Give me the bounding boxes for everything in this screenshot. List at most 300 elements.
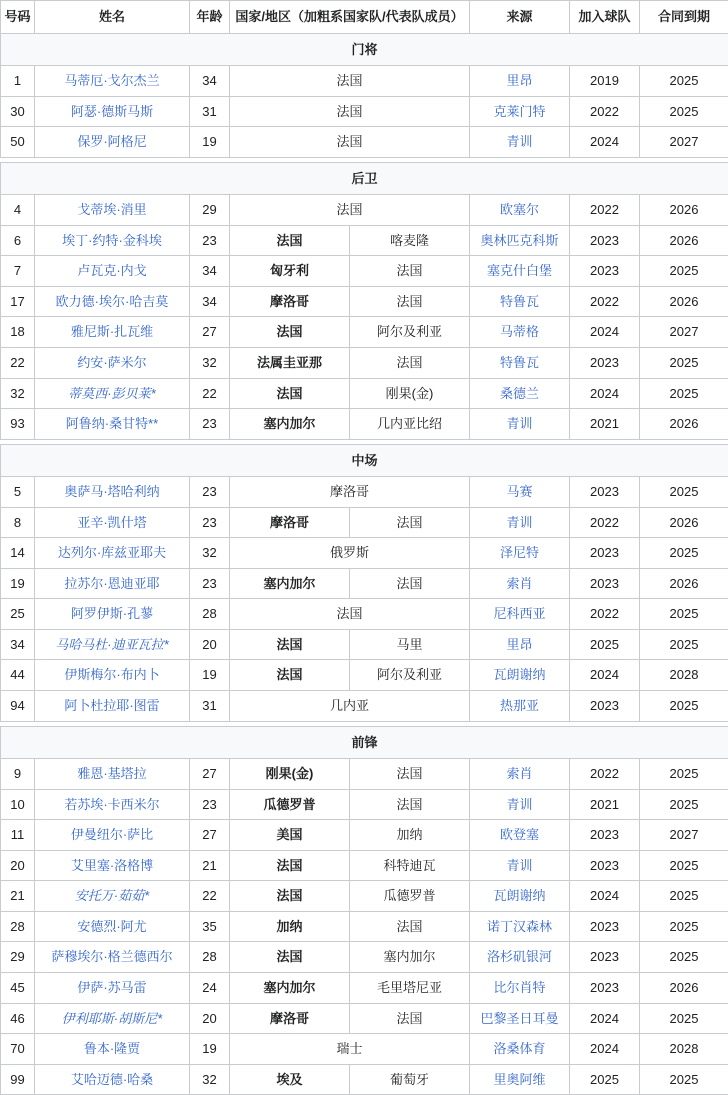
player-source[interactable] xyxy=(470,286,570,317)
player-joined-year: 2025 xyxy=(570,1064,640,1095)
player-nationality-primary: 法国 xyxy=(230,127,470,158)
player-name[interactable] xyxy=(35,629,190,660)
player-nationality-primary: 法国 xyxy=(230,317,350,348)
table-row xyxy=(1,127,728,158)
position-section-header xyxy=(1,33,728,66)
player-age: 24 xyxy=(190,972,230,1003)
player-source[interactable] xyxy=(470,820,570,851)
player-name[interactable] xyxy=(35,225,190,256)
table-row xyxy=(1,599,728,630)
player-nationality-primary: 几内亚 xyxy=(230,691,470,722)
player-nationality-primary: 法国 xyxy=(230,599,470,630)
player-nationality-secondary: 法国 xyxy=(350,759,470,790)
player-source-link[interactable]: 索肖 xyxy=(507,766,533,781)
player-source-link[interactable]: 青训 xyxy=(507,797,533,812)
player-joined-year: 2023 xyxy=(570,348,640,379)
player-number: 14 xyxy=(1,538,35,569)
player-source[interactable] xyxy=(470,972,570,1003)
player-number: 20 xyxy=(1,850,35,881)
player-source[interactable] xyxy=(470,477,570,508)
player-joined-year: 2021 xyxy=(570,789,640,820)
player-name[interactable] xyxy=(35,1003,190,1034)
player-age: 28 xyxy=(190,942,230,973)
player-number: 8 xyxy=(1,507,35,538)
player-age: 34 xyxy=(190,256,230,287)
player-name[interactable] xyxy=(35,195,190,226)
player-source[interactable] xyxy=(470,127,570,158)
player-source-link[interactable]: 克莱门特 xyxy=(494,104,546,119)
player-source-link[interactable]: 青训 xyxy=(507,858,533,873)
player-source-link[interactable]: 里昂 xyxy=(507,73,533,88)
player-name[interactable] xyxy=(35,409,190,440)
player-joined-year: 2023 xyxy=(570,538,640,569)
table-row xyxy=(1,1034,728,1065)
player-name-link[interactable]: 亚辛·凯什塔 xyxy=(77,515,146,530)
player-joined-year: 2022 xyxy=(570,759,640,790)
player-age: 20 xyxy=(190,1003,230,1034)
player-source-link[interactable]: 青训 xyxy=(507,416,533,431)
player-contract-expiry: 2025 xyxy=(640,66,728,97)
header-row xyxy=(1,1,728,34)
player-name[interactable] xyxy=(35,660,190,691)
player-nationality-secondary: 刚果(金) xyxy=(350,378,470,409)
table-row xyxy=(1,409,728,440)
table-row xyxy=(1,1003,728,1034)
player-number: 5 xyxy=(1,477,35,508)
player-number: 21 xyxy=(1,881,35,912)
player-joined-year: 2023 xyxy=(570,477,640,508)
player-joined-year: 2024 xyxy=(570,378,640,409)
player-name-link[interactable]: 戈蒂埃·消里 xyxy=(77,202,146,217)
table-header xyxy=(1,1,728,34)
player-name-link[interactable]: 马蒂厄·戈尔杰兰 xyxy=(64,73,159,88)
player-contract-expiry: 2025 xyxy=(640,477,728,508)
table-row xyxy=(1,911,728,942)
player-age: 32 xyxy=(190,1064,230,1095)
player-age: 34 xyxy=(190,286,230,317)
player-joined-year: 2023 xyxy=(570,972,640,1003)
player-joined-year: 2025 xyxy=(570,629,640,660)
player-name-link[interactable]: 阿鲁纳·桑甘特** xyxy=(66,416,158,431)
player-source-link[interactable]: 桑德兰 xyxy=(500,386,539,401)
player-source-link[interactable]: 诺丁汉森林 xyxy=(487,919,552,934)
player-source[interactable] xyxy=(470,195,570,226)
player-source-link[interactable]: 洛杉矶银河 xyxy=(487,949,552,964)
player-number: 10 xyxy=(1,789,35,820)
player-name[interactable] xyxy=(35,348,190,379)
player-nationality-secondary: 法国 xyxy=(350,507,470,538)
player-number: 7 xyxy=(1,256,35,287)
player-nationality-secondary: 法国 xyxy=(350,1003,470,1034)
player-number: 70 xyxy=(1,1034,35,1065)
table-body xyxy=(1,33,728,1095)
player-age: 19 xyxy=(190,1034,230,1065)
player-age: 23 xyxy=(190,568,230,599)
player-nationality-secondary: 毛里塔尼亚 xyxy=(350,972,470,1003)
player-age: 32 xyxy=(190,348,230,379)
player-number: 44 xyxy=(1,660,35,691)
player-nationality-primary: 瑞士 xyxy=(230,1034,470,1065)
player-contract-expiry: 2025 xyxy=(640,691,728,722)
player-age: 31 xyxy=(190,691,230,722)
player-contract-expiry: 2027 xyxy=(640,317,728,348)
header-name: 姓名 xyxy=(35,1,190,34)
table-row xyxy=(1,225,728,256)
player-nationality-primary: 摩洛哥 xyxy=(230,477,470,508)
table-row xyxy=(1,972,728,1003)
player-age: 29 xyxy=(190,195,230,226)
player-nationality-primary: 摩洛哥 xyxy=(230,507,350,538)
player-age: 23 xyxy=(190,507,230,538)
player-name[interactable] xyxy=(35,317,190,348)
player-source-link[interactable]: 热那亚 xyxy=(500,698,539,713)
player-nationality-secondary: 阿尔及利亚 xyxy=(350,660,470,691)
table-row xyxy=(1,789,728,820)
player-name[interactable] xyxy=(35,477,190,508)
player-name[interactable] xyxy=(35,972,190,1003)
player-name-link[interactable]: 雅尼斯·扎瓦维 xyxy=(71,324,153,339)
table-row xyxy=(1,759,728,790)
player-source[interactable] xyxy=(470,599,570,630)
player-source-link[interactable]: 欧塞尔 xyxy=(500,202,539,217)
player-nationality-secondary: 瓜德罗普 xyxy=(350,881,470,912)
player-name-link[interactable]: 安托万·茹茹* xyxy=(75,888,149,903)
player-age: 23 xyxy=(190,789,230,820)
player-source[interactable] xyxy=(470,568,570,599)
player-contract-expiry: 2025 xyxy=(640,1064,728,1095)
player-number: 45 xyxy=(1,972,35,1003)
player-number: 50 xyxy=(1,127,35,158)
player-name[interactable] xyxy=(35,759,190,790)
table-row xyxy=(1,1064,728,1095)
player-source-link[interactable]: 瓦朗谢纳 xyxy=(494,667,546,682)
table-row xyxy=(1,691,728,722)
player-joined-year: 2024 xyxy=(570,317,640,348)
player-source-link[interactable]: 尼科西亚 xyxy=(494,606,546,621)
player-name-link[interactable]: 拉苏尔·恩迪亚耶 xyxy=(64,576,159,591)
player-name-link[interactable]: 伊斯梅尔·布内卜 xyxy=(64,667,159,682)
player-joined-year: 2024 xyxy=(570,1003,640,1034)
player-source-link[interactable]: 瓦朗谢纳 xyxy=(494,888,546,903)
player-number: 25 xyxy=(1,599,35,630)
player-number: 94 xyxy=(1,691,35,722)
player-name-link[interactable]: 雅恩·基塔拉 xyxy=(77,766,146,781)
player-joined-year: 2024 xyxy=(570,1034,640,1065)
player-number: 99 xyxy=(1,1064,35,1095)
player-source-link[interactable]: 马蒂格 xyxy=(500,324,539,339)
player-number: 28 xyxy=(1,911,35,942)
player-name[interactable] xyxy=(35,256,190,287)
table-row xyxy=(1,195,728,226)
player-contract-expiry: 2026 xyxy=(640,568,728,599)
table-row xyxy=(1,286,728,317)
player-source[interactable] xyxy=(470,507,570,538)
player-age: 23 xyxy=(190,225,230,256)
player-contract-expiry: 2025 xyxy=(640,1003,728,1034)
player-source[interactable] xyxy=(470,911,570,942)
table-row xyxy=(1,568,728,599)
player-age: 34 xyxy=(190,66,230,97)
table-row xyxy=(1,378,728,409)
player-name[interactable] xyxy=(35,1064,190,1095)
player-joined-year: 2022 xyxy=(570,195,640,226)
player-joined-year: 2019 xyxy=(570,66,640,97)
player-source[interactable] xyxy=(470,660,570,691)
player-name[interactable] xyxy=(35,599,190,630)
player-name[interactable] xyxy=(35,507,190,538)
player-nationality-primary: 俄罗斯 xyxy=(230,538,470,569)
player-source-link[interactable]: 泽尼特 xyxy=(500,545,539,560)
player-nationality-primary: 法国 xyxy=(230,850,350,881)
player-number: 1 xyxy=(1,66,35,97)
table-row xyxy=(1,629,728,660)
player-name[interactable] xyxy=(35,881,190,912)
player-source[interactable] xyxy=(470,942,570,973)
player-contract-expiry: 2026 xyxy=(640,225,728,256)
player-source-link[interactable]: 里昂 xyxy=(507,637,533,652)
table-row xyxy=(1,256,728,287)
player-nationality-secondary: 法国 xyxy=(350,568,470,599)
player-name-link[interactable]: 鲁本·隆贾 xyxy=(84,1041,140,1056)
player-contract-expiry: 2028 xyxy=(640,1034,728,1065)
player-contract-expiry: 2025 xyxy=(640,911,728,942)
player-name[interactable] xyxy=(35,66,190,97)
header-source: 来源 xyxy=(470,1,570,34)
player-source-link[interactable]: 特鲁瓦 xyxy=(500,294,539,309)
player-name-link[interactable]: 欧力德·埃尔·哈吉莫 xyxy=(56,294,169,309)
position-label: 门将 xyxy=(1,33,728,66)
player-name[interactable] xyxy=(35,568,190,599)
player-nationality-primary: 法国 xyxy=(230,629,350,660)
player-number: 93 xyxy=(1,409,35,440)
player-number: 17 xyxy=(1,286,35,317)
position-section-header xyxy=(1,444,728,477)
player-nationality-secondary: 葡萄牙 xyxy=(350,1064,470,1095)
player-source[interactable] xyxy=(470,225,570,256)
player-nationality-primary: 摩洛哥 xyxy=(230,1003,350,1034)
player-age: 23 xyxy=(190,409,230,440)
player-joined-year: 2023 xyxy=(570,568,640,599)
player-nationality-primary: 法国 xyxy=(230,195,470,226)
player-nationality-secondary: 加纳 xyxy=(350,820,470,851)
player-nationality-primary: 法国 xyxy=(230,225,350,256)
player-source[interactable] xyxy=(470,881,570,912)
table-row xyxy=(1,881,728,912)
player-source-link[interactable]: 欧登塞 xyxy=(500,827,539,842)
player-source[interactable] xyxy=(470,691,570,722)
player-name[interactable] xyxy=(35,691,190,722)
player-name-link[interactable]: 保罗·阿格尼 xyxy=(77,134,146,149)
player-joined-year: 2023 xyxy=(570,256,640,287)
player-age: 19 xyxy=(190,660,230,691)
player-number: 6 xyxy=(1,225,35,256)
player-joined-year: 2023 xyxy=(570,225,640,256)
player-number: 29 xyxy=(1,942,35,973)
player-source-link[interactable]: 索肖 xyxy=(507,576,533,591)
player-source-link[interactable]: 青训 xyxy=(507,515,533,530)
player-contract-expiry: 2025 xyxy=(640,348,728,379)
player-nationality-primary: 法国 xyxy=(230,942,350,973)
player-joined-year: 2022 xyxy=(570,507,640,538)
player-name[interactable] xyxy=(35,538,190,569)
table-row xyxy=(1,850,728,881)
player-number: 9 xyxy=(1,759,35,790)
player-contract-expiry: 2025 xyxy=(640,599,728,630)
player-number: 30 xyxy=(1,96,35,127)
player-source[interactable] xyxy=(470,1064,570,1095)
player-nationality-primary: 法属圭亚那 xyxy=(230,348,350,379)
player-age: 27 xyxy=(190,820,230,851)
player-name-link[interactable]: 卢瓦克·内戈 xyxy=(77,263,146,278)
player-contract-expiry: 2026 xyxy=(640,507,728,538)
player-contract-expiry: 2025 xyxy=(640,881,728,912)
player-nationality-primary: 法国 xyxy=(230,378,350,409)
player-source[interactable] xyxy=(470,256,570,287)
player-contract-expiry: 2027 xyxy=(640,820,728,851)
player-contract-expiry: 2025 xyxy=(640,256,728,287)
player-name[interactable] xyxy=(35,789,190,820)
player-source[interactable] xyxy=(470,96,570,127)
player-number: 4 xyxy=(1,195,35,226)
player-source-link[interactable]: 里奥阿维 xyxy=(494,1072,546,1087)
player-name-link[interactable]: 阿卜杜拉耶·图雷 xyxy=(64,698,159,713)
player-name-link[interactable]: 蒂莫西·彭贝莱* xyxy=(68,386,155,401)
header-contract-expiry: 合同到期 xyxy=(640,1,728,34)
player-age: 31 xyxy=(190,96,230,127)
table-row xyxy=(1,942,728,973)
player-joined-year: 2023 xyxy=(570,942,640,973)
player-name[interactable] xyxy=(35,96,190,127)
player-number: 22 xyxy=(1,348,35,379)
player-name-link[interactable]: 阿瑟·德斯马斯 xyxy=(71,104,153,119)
player-nationality-primary: 刚果(金) xyxy=(230,759,350,790)
header-age: 年龄 xyxy=(190,1,230,34)
player-name-link[interactable]: 伊萨·苏马雷 xyxy=(77,980,146,995)
player-name-link[interactable]: 阿罗伊斯·孔蓼 xyxy=(71,606,153,621)
player-number: 32 xyxy=(1,378,35,409)
player-nationality-primary: 匈牙利 xyxy=(230,256,350,287)
player-joined-year: 2024 xyxy=(570,881,640,912)
position-label: 前锋 xyxy=(1,726,728,759)
position-section-header xyxy=(1,162,728,195)
player-source-link[interactable]: 马赛 xyxy=(507,484,533,499)
player-contract-expiry: 2025 xyxy=(640,96,728,127)
player-joined-year: 2022 xyxy=(570,96,640,127)
player-contract-expiry: 2025 xyxy=(640,759,728,790)
player-nationality-secondary: 法国 xyxy=(350,256,470,287)
player-nationality-primary: 美国 xyxy=(230,820,350,851)
player-name-link[interactable]: 埃丁·约特·金科埃 xyxy=(62,233,162,248)
player-name[interactable] xyxy=(35,911,190,942)
player-joined-year: 2023 xyxy=(570,850,640,881)
player-contract-expiry: 2025 xyxy=(640,789,728,820)
player-age: 32 xyxy=(190,538,230,569)
player-contract-expiry: 2025 xyxy=(640,942,728,973)
player-nationality-secondary: 阿尔及利亚 xyxy=(350,317,470,348)
player-nationality-primary: 法国 xyxy=(230,660,350,691)
player-source[interactable] xyxy=(470,1034,570,1065)
player-name-link[interactable]: 马哈马杜·迪亚瓦拉* xyxy=(55,637,168,652)
player-source-link[interactable]: 巴黎圣日耳曼 xyxy=(481,1011,559,1026)
player-source[interactable] xyxy=(470,378,570,409)
player-nationality-primary: 摩洛哥 xyxy=(230,286,350,317)
player-name-link[interactable]: 安德烈·阿尤 xyxy=(77,919,146,934)
player-name-link[interactable]: 奥萨马·塔哈利纳 xyxy=(64,484,159,499)
header-number: 号码 xyxy=(1,1,35,34)
player-source-link[interactable]: 塞克什白堡 xyxy=(487,263,552,278)
player-name-link[interactable]: 伊曼纽尔·萨比 xyxy=(71,827,153,842)
player-name[interactable] xyxy=(35,127,190,158)
player-contract-expiry: 2028 xyxy=(640,660,728,691)
player-name-link[interactable]: 达列尔·库兹亚耶夫 xyxy=(58,545,166,560)
table-row xyxy=(1,66,728,97)
player-age: 35 xyxy=(190,911,230,942)
player-source-link[interactable]: 洛桑体育 xyxy=(494,1041,546,1056)
player-name-link[interactable]: 伊利耶斯·胡斯尼* xyxy=(62,1011,162,1026)
table-row xyxy=(1,317,728,348)
player-age: 19 xyxy=(190,127,230,158)
player-name[interactable] xyxy=(35,850,190,881)
table-row xyxy=(1,477,728,508)
player-name-link[interactable]: 约安·萨米尔 xyxy=(77,355,146,370)
player-age: 22 xyxy=(190,881,230,912)
player-name-link[interactable]: 艾哈迈德·哈桑 xyxy=(71,1072,153,1087)
player-source[interactable] xyxy=(470,759,570,790)
player-contract-expiry: 2025 xyxy=(640,538,728,569)
player-source-link[interactable]: 特鲁瓦 xyxy=(500,355,539,370)
player-nationality-secondary: 法国 xyxy=(350,911,470,942)
player-name[interactable] xyxy=(35,286,190,317)
player-name[interactable] xyxy=(35,1034,190,1065)
player-source[interactable] xyxy=(470,66,570,97)
table-row xyxy=(1,348,728,379)
player-nationality-secondary: 喀麦隆 xyxy=(350,225,470,256)
player-nationality-primary: 埃及 xyxy=(230,1064,350,1095)
player-source[interactable] xyxy=(470,348,570,379)
player-name[interactable] xyxy=(35,820,190,851)
player-source[interactable] xyxy=(470,629,570,660)
player-name-link[interactable]: 萨穆埃尔·格兰德西尔 xyxy=(51,949,172,964)
player-contract-expiry: 2026 xyxy=(640,286,728,317)
player-nationality-primary: 塞内加尔 xyxy=(230,568,350,599)
player-source[interactable] xyxy=(470,1003,570,1034)
player-name-link[interactable]: 若苏埃·卡西米尔 xyxy=(64,797,159,812)
player-source-link[interactable]: 比尔肖特 xyxy=(494,980,546,995)
player-contract-expiry: 2025 xyxy=(640,378,728,409)
player-source[interactable] xyxy=(470,789,570,820)
player-source-link[interactable]: 奥林匹克科斯 xyxy=(481,233,559,248)
table-row xyxy=(1,538,728,569)
player-number: 46 xyxy=(1,1003,35,1034)
player-nationality-secondary: 马里 xyxy=(350,629,470,660)
player-source[interactable] xyxy=(470,850,570,881)
player-name[interactable] xyxy=(35,942,190,973)
player-nationality-primary: 法国 xyxy=(230,881,350,912)
player-nationality-primary: 塞内加尔 xyxy=(230,972,350,1003)
player-nationality-primary: 法国 xyxy=(230,96,470,127)
player-source[interactable] xyxy=(470,409,570,440)
player-joined-year: 2024 xyxy=(570,127,640,158)
player-source[interactable] xyxy=(470,317,570,348)
player-contract-expiry: 2026 xyxy=(640,972,728,1003)
player-source-link[interactable]: 青训 xyxy=(507,134,533,149)
player-name-link[interactable]: 艾里塞·洛格博 xyxy=(71,858,153,873)
position-label: 后卫 xyxy=(1,162,728,195)
player-age: 27 xyxy=(190,317,230,348)
player-number: 18 xyxy=(1,317,35,348)
player-source[interactable] xyxy=(470,538,570,569)
player-name[interactable] xyxy=(35,378,190,409)
